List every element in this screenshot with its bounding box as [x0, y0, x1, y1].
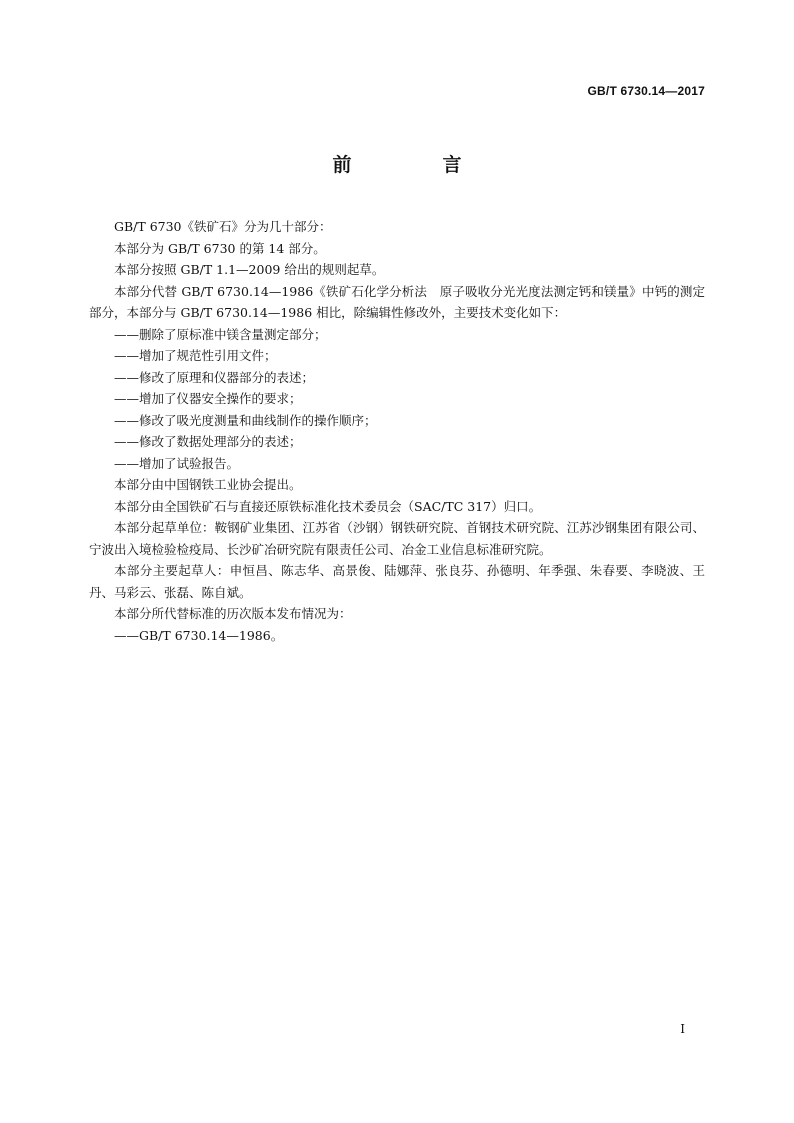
paragraph-drafters: 本部分主要起草人：申恒昌、陈志华、高景俊、陆娜萍、张良芬、孙德明、年季强、朱春要、李晓波、王丹、马彩云、张磊、陈自斌。: [89, 563, 705, 600]
preface-body: [89, 216, 705, 646]
standard-code: GB/T 6730.14—2017: [587, 84, 705, 98]
paragraph-history-intro: 本部分所代替标准的历次版本发布情况为：: [114, 606, 352, 621]
page-number: I: [680, 1022, 685, 1036]
paragraph-part-number: 本部分为 GB/T 6730 的第 14 部分。: [114, 240, 326, 256]
paragraph-technical-committee: 本部分由全国铁矿石与直接还原铁标准化技术委员会（SAC/TC 317）归口。: [114, 498, 542, 514]
change-item: ——修改了原理和仪器部分的表述；: [114, 369, 315, 385]
change-item: ——删除了原标准中镁含量测定部分；: [114, 326, 327, 342]
page-title: 前 言: [332, 154, 498, 176]
paragraph-proposer: 本部分由中国钢铁工业协会提出。: [114, 477, 302, 492]
change-item: ——增加了规范性引用文件；: [114, 348, 277, 363]
paragraph-parts-intro: GB/T 6730《铁矿石》分为几十部分：: [114, 219, 332, 234]
change-item: ——增加了仪器安全操作的要求；: [114, 391, 302, 406]
paragraph-drafting-rules: 本部分按照 GB/T 1.1—2009 给出的规则起草。: [114, 262, 385, 277]
history-item: ——GB/T 6730.14—1986。: [114, 627, 284, 643]
paragraph-drafting-units: 本部分起草单位：鞍钢矿业集团、江苏省（沙钢）钢铁研究院、首钢技术研究院、江苏沙钢集团有限公司、宁波出入境检验检疫局、长沙矿冶研究院有限责任公司、冶金工业信息标准研究院。: [89, 520, 705, 557]
change-item: ——修改了数据处理部分的表述；: [114, 434, 302, 449]
change-item: ——增加了试验报告。: [114, 455, 240, 471]
change-item: ——修改了吸光度测量和曲线制作的操作顺序；: [114, 412, 377, 428]
paragraph-replacement: 本部分代替 GB/T 6730.14—1986《铁矿石化学分析法 原子吸收分光光度法测定钙和镁量》中钙的测定部分，本部分与 GB/T 6730.14—1986 相比，除编辑性修改外，主要技术变化如下：: [89, 283, 705, 320]
